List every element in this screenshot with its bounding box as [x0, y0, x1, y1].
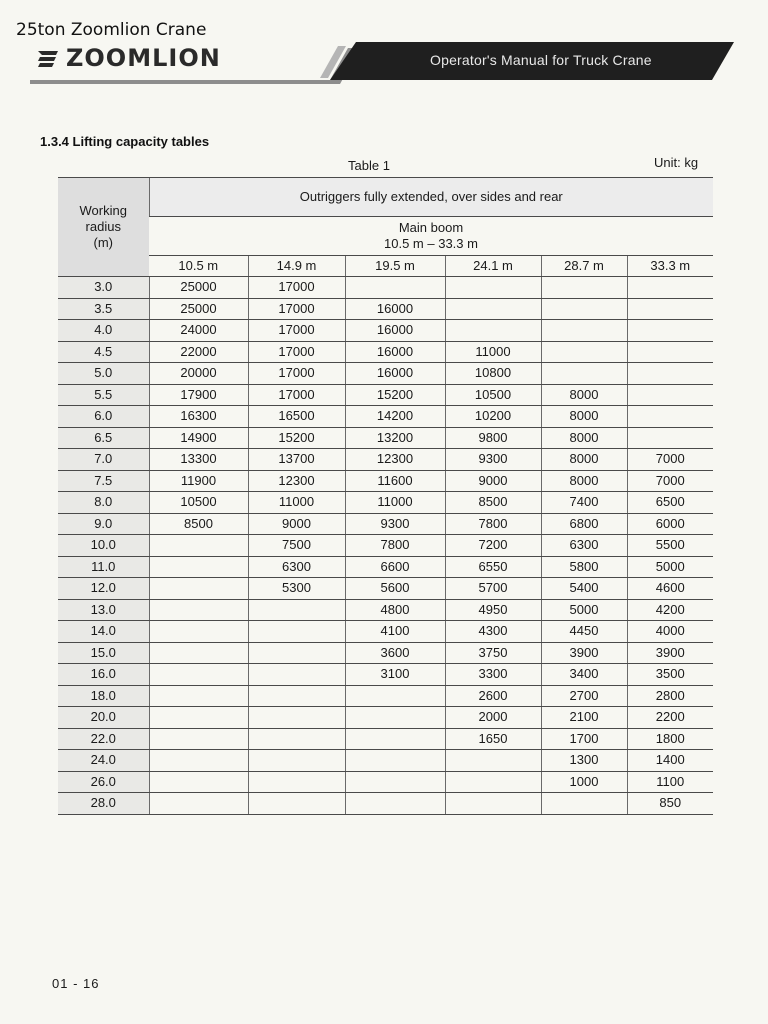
capacity-cell: 11000 [248, 492, 345, 514]
capacity-cell: 1000 [541, 771, 627, 793]
capacity-cell [345, 728, 445, 750]
radius-cell: 12.0 [58, 578, 149, 600]
capacity-cell: 4000 [627, 621, 713, 643]
capacity-cell: 5000 [627, 556, 713, 578]
capacity-cell: 9000 [248, 513, 345, 535]
capacity-cell: 7200 [445, 535, 541, 557]
capacity-cell [345, 277, 445, 299]
boom-length-header: 24.1 m [445, 256, 541, 277]
radius-cell: 14.0 [58, 621, 149, 643]
table-row [58, 427, 713, 449]
capacity-cell: 7800 [445, 513, 541, 535]
capacity-cell [149, 728, 248, 750]
boom-length-header: 28.7 m [541, 256, 627, 277]
unit-label: Unit: kg [654, 155, 699, 170]
boom-length-header: 19.5 m [345, 256, 445, 277]
brand-logo [36, 44, 221, 72]
capacity-cell [627, 427, 713, 449]
capacity-cell [445, 793, 541, 815]
capacity-cell: 4200 [627, 599, 713, 621]
table-row [58, 363, 713, 385]
capacity-cell: 8000 [541, 427, 627, 449]
capacity-cell: 5700 [445, 578, 541, 600]
capacity-cell: 850 [627, 793, 713, 815]
capacity-cell: 17000 [248, 384, 345, 406]
capacity-cell: 9000 [445, 470, 541, 492]
table-row [58, 685, 713, 707]
table-row [58, 298, 713, 320]
capacity-cell: 11600 [345, 470, 445, 492]
capacity-cell: 6000 [627, 513, 713, 535]
capacity-cell: 17000 [248, 320, 345, 342]
capacity-cell: 25000 [149, 277, 248, 299]
capacity-cell: 11000 [445, 341, 541, 363]
radius-cell: 6.0 [58, 406, 149, 428]
table-row [58, 728, 713, 750]
capacity-cell [445, 277, 541, 299]
capacity-rows [58, 277, 713, 815]
capacity-cell [627, 298, 713, 320]
capacity-cell [627, 406, 713, 428]
capacity-cell [445, 298, 541, 320]
capacity-cell: 17000 [248, 298, 345, 320]
capacity-cell: 2000 [445, 707, 541, 729]
main-boom-header: Main boom 10.5 m – 33.3 m [149, 217, 713, 256]
capacity-cell [149, 535, 248, 557]
capacity-cell: 3900 [541, 642, 627, 664]
radius-cell: 7.5 [58, 470, 149, 492]
capacity-cell [149, 599, 248, 621]
radius-cell: 5.5 [58, 384, 149, 406]
capacity-cell: 8000 [541, 470, 627, 492]
capacity-cell [149, 793, 248, 815]
capacity-cell: 2600 [445, 685, 541, 707]
capacity-cell [445, 771, 541, 793]
outriggers-header: Outriggers fully extended, over sides and rear [149, 178, 713, 217]
capacity-cell: 20000 [149, 363, 248, 385]
radius-cell: 5.0 [58, 363, 149, 385]
radius-cell: 26.0 [58, 771, 149, 793]
capacity-cell: 17900 [149, 384, 248, 406]
manual-title: Operator's Manual for Truck Crane [430, 52, 652, 68]
capacity-cell [149, 750, 248, 772]
capacity-cell: 1800 [627, 728, 713, 750]
radius-cell: 24.0 [58, 750, 149, 772]
capacity-cell [248, 664, 345, 686]
lifting-capacity-table [58, 177, 713, 815]
capacity-cell: 6800 [541, 513, 627, 535]
radius-column-header: Working radius (m) [58, 178, 149, 277]
capacity-cell: 8500 [149, 513, 248, 535]
capacity-cell: 11000 [345, 492, 445, 514]
capacity-cell: 11900 [149, 470, 248, 492]
table-row [58, 621, 713, 643]
capacity-cell: 1650 [445, 728, 541, 750]
capacity-cell [445, 750, 541, 772]
radius-cell: 4.0 [58, 320, 149, 342]
capacity-cell: 14200 [345, 406, 445, 428]
capacity-cell: 4600 [627, 578, 713, 600]
table-row [58, 578, 713, 600]
capacity-cell: 2100 [541, 707, 627, 729]
capacity-cell: 16300 [149, 406, 248, 428]
table-row [58, 556, 713, 578]
boom-length-header: 33.3 m [627, 256, 713, 277]
capacity-cell: 13300 [149, 449, 248, 471]
capacity-cell [345, 750, 445, 772]
radius-cell: 3.5 [58, 298, 149, 320]
capacity-cell: 7000 [627, 449, 713, 471]
brand-name: ZOOMLION [66, 44, 221, 72]
radius-cell: 6.5 [58, 427, 149, 449]
capacity-cell [248, 750, 345, 772]
capacity-cell [541, 363, 627, 385]
table-row [58, 513, 713, 535]
table-caption: Table 1 [348, 158, 390, 173]
boom-length-row [58, 256, 713, 277]
capacity-cell: 1400 [627, 750, 713, 772]
capacity-cell: 5400 [541, 578, 627, 600]
section-title: 1.3.4 Lifting capacity tables [40, 134, 210, 149]
table-row [58, 492, 713, 514]
capacity-cell: 15200 [345, 384, 445, 406]
capacity-cell [149, 642, 248, 664]
capacity-cell: 6300 [248, 556, 345, 578]
radius-cell: 3.0 [58, 277, 149, 299]
capacity-cell [149, 556, 248, 578]
capacity-cell: 6550 [445, 556, 541, 578]
capacity-cell: 8500 [445, 492, 541, 514]
radius-cell: 22.0 [58, 728, 149, 750]
capacity-cell [627, 384, 713, 406]
capacity-cell: 1100 [627, 771, 713, 793]
radius-cell: 15.0 [58, 642, 149, 664]
capacity-cell: 10500 [445, 384, 541, 406]
capacity-cell: 3500 [627, 664, 713, 686]
table-row [58, 341, 713, 363]
radius-cell: 18.0 [58, 685, 149, 707]
radius-cell: 16.0 [58, 664, 149, 686]
capacity-cell: 3900 [627, 642, 713, 664]
capacity-cell [149, 707, 248, 729]
capacity-cell [345, 685, 445, 707]
table-row [58, 320, 713, 342]
capacity-cell [248, 707, 345, 729]
capacity-cell [627, 363, 713, 385]
boom-length-header: 14.9 m [248, 256, 345, 277]
capacity-cell: 17000 [248, 277, 345, 299]
table-row [58, 771, 713, 793]
capacity-cell: 10200 [445, 406, 541, 428]
capacity-cell: 3600 [345, 642, 445, 664]
capacity-cell: 9300 [345, 513, 445, 535]
capacity-cell [149, 664, 248, 686]
capacity-cell: 9300 [445, 449, 541, 471]
zoomlion-logo-icon [36, 47, 60, 69]
capacity-cell: 8000 [541, 449, 627, 471]
capacity-cell: 15200 [248, 427, 345, 449]
capacity-cell: 3300 [445, 664, 541, 686]
capacity-cell: 25000 [149, 298, 248, 320]
capacity-cell [149, 578, 248, 600]
capacity-cell: 22000 [149, 341, 248, 363]
capacity-cell: 2700 [541, 685, 627, 707]
capacity-cell: 2800 [627, 685, 713, 707]
radius-cell: 13.0 [58, 599, 149, 621]
capacity-cell: 8000 [541, 384, 627, 406]
table-row [58, 277, 713, 299]
capacity-cell [248, 599, 345, 621]
capacity-cell: 5300 [248, 578, 345, 600]
capacity-cell: 16000 [345, 298, 445, 320]
capacity-cell [345, 793, 445, 815]
capacity-cell: 16000 [345, 320, 445, 342]
capacity-cell: 5000 [541, 599, 627, 621]
capacity-cell: 6500 [627, 492, 713, 514]
capacity-cell [149, 685, 248, 707]
capacity-cell: 10500 [149, 492, 248, 514]
table-row [58, 470, 713, 492]
capacity-cell: 1700 [541, 728, 627, 750]
radius-cell: 11.0 [58, 556, 149, 578]
table-row [58, 449, 713, 471]
capacity-cell: 24000 [149, 320, 248, 342]
radius-cell: 9.0 [58, 513, 149, 535]
capacity-cell [627, 320, 713, 342]
capacity-cell [445, 320, 541, 342]
capacity-cell [149, 771, 248, 793]
capacity-cell: 8000 [541, 406, 627, 428]
capacity-cell: 5600 [345, 578, 445, 600]
capacity-cell: 7400 [541, 492, 627, 514]
capacity-cell [149, 621, 248, 643]
table-row [58, 750, 713, 772]
capacity-cell [248, 793, 345, 815]
capacity-cell: 14900 [149, 427, 248, 449]
boom-length-header: 10.5 m [149, 256, 248, 277]
capacity-cell: 5500 [627, 535, 713, 557]
capacity-cell: 17000 [248, 363, 345, 385]
capacity-cell [248, 771, 345, 793]
table-row [58, 642, 713, 664]
capacity-cell [248, 621, 345, 643]
capacity-cell [627, 341, 713, 363]
capacity-cell: 13700 [248, 449, 345, 471]
radius-cell: 7.0 [58, 449, 149, 471]
table-row [58, 707, 713, 729]
capacity-cell: 1300 [541, 750, 627, 772]
capacity-cell: 7800 [345, 535, 445, 557]
capacity-cell [345, 707, 445, 729]
capacity-cell: 13200 [345, 427, 445, 449]
table-row [58, 599, 713, 621]
capacity-cell [248, 642, 345, 664]
capacity-cell: 7500 [248, 535, 345, 557]
table-row [58, 384, 713, 406]
capacity-cell [541, 320, 627, 342]
radius-cell: 10.0 [58, 535, 149, 557]
radius-cell: 20.0 [58, 707, 149, 729]
capacity-cell: 7000 [627, 470, 713, 492]
capacity-cell: 12300 [248, 470, 345, 492]
table-row [58, 664, 713, 686]
capacity-cell [248, 728, 345, 750]
capacity-cell: 2200 [627, 707, 713, 729]
capacity-cell: 6600 [345, 556, 445, 578]
page-number: 01 - 16 [52, 976, 100, 991]
capacity-cell [541, 793, 627, 815]
capacity-cell: 3750 [445, 642, 541, 664]
radius-cell: 28.0 [58, 793, 149, 815]
doc-label: 25ton Zoomlion Crane [16, 20, 207, 40]
capacity-cell: 16000 [345, 341, 445, 363]
capacity-cell [541, 298, 627, 320]
capacity-cell [345, 771, 445, 793]
capacity-cell [627, 277, 713, 299]
capacity-cell: 4100 [345, 621, 445, 643]
table-row [58, 535, 713, 557]
radius-cell: 4.5 [58, 341, 149, 363]
radius-cell: 8.0 [58, 492, 149, 514]
capacity-cell [541, 277, 627, 299]
capacity-cell: 10800 [445, 363, 541, 385]
capacity-cell: 3400 [541, 664, 627, 686]
capacity-cell [248, 685, 345, 707]
capacity-cell: 3100 [345, 664, 445, 686]
table-row [58, 406, 713, 428]
capacity-cell: 4800 [345, 599, 445, 621]
capacity-cell: 17000 [248, 341, 345, 363]
capacity-cell: 6300 [541, 535, 627, 557]
capacity-cell: 5800 [541, 556, 627, 578]
table-row [58, 793, 713, 815]
capacity-cell: 16500 [248, 406, 345, 428]
capacity-cell: 12300 [345, 449, 445, 471]
capacity-cell [541, 341, 627, 363]
capacity-cell: 4450 [541, 621, 627, 643]
capacity-cell: 16000 [345, 363, 445, 385]
capacity-cell: 4950 [445, 599, 541, 621]
capacity-cell: 4300 [445, 621, 541, 643]
capacity-cell: 9800 [445, 427, 541, 449]
